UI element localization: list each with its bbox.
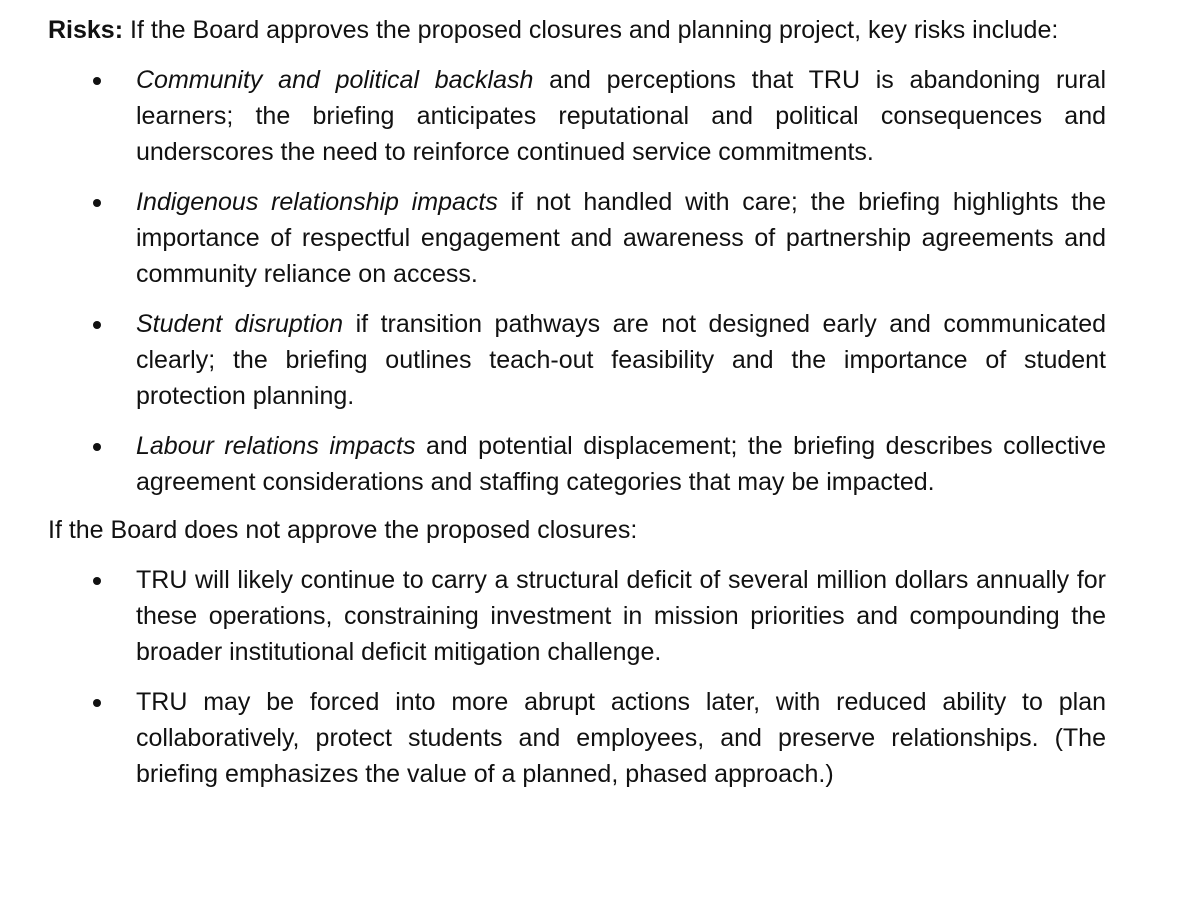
risk-text: and potential displacement; the briefing describes collective agreement considerations and staffing categories that may be impacted. (136, 432, 1106, 496)
risk-text: if transition pathways are not designed early and communicated clearly; the briefing outlines teach-out feasibility and the importance of student protection planning. (136, 310, 1107, 410)
risks-intro-paragraph (48, 12, 1106, 48)
risks-label: Risks: (48, 16, 124, 44)
bullet-icon (93, 699, 101, 707)
risk-emphasis: Labour relations impacts (136, 432, 416, 460)
risk-emphasis: Student disruption (136, 310, 344, 338)
consequence-text: TRU may be forced into more abrupt actions later, with reduced ability to plan collaboratively, protect students and employees, and preserve relationships. (The briefing emphasizes the value of a planned, phased approach.) (136, 688, 1106, 788)
list-item (48, 184, 1106, 292)
bullet-icon (93, 321, 101, 329)
bullet-icon (93, 443, 101, 451)
list-item (48, 62, 1106, 170)
consequence-text: TRU will likely continue to carry a structural deficit of several million dollars annually for these operations, constraining investment in mission priorities and compounding the broader institutional deficit mitigation challenge. (136, 566, 1106, 666)
risk-text: and perceptions that TRU is abandoning rural learners; the briefing anticipates reputational and political consequences and underscores the need to reinforce continued service commitments. (136, 66, 1106, 166)
risks-list (48, 62, 1106, 500)
list-item (48, 306, 1106, 414)
risk-emphasis: Indigenous relationship impacts (136, 188, 498, 216)
bullet-icon (93, 199, 101, 207)
list-item (48, 428, 1106, 500)
risks-intro-text: If the Board approves the proposed closures and planning project, key risks include: (123, 16, 1059, 44)
list-item (48, 562, 1106, 670)
not-approved-intro: If the Board does not approve the proposed closures: (48, 516, 638, 544)
not-approved-list (48, 562, 1106, 792)
list-item (48, 684, 1106, 792)
risk-emphasis: Community and political backlash (136, 66, 534, 94)
bullet-icon (93, 577, 101, 585)
risk-text: if not handled with care; the briefing highlights the importance of respectful engagement and awareness of partnership agreements and community reliance on access. (136, 188, 1106, 288)
bullet-icon (93, 77, 101, 85)
